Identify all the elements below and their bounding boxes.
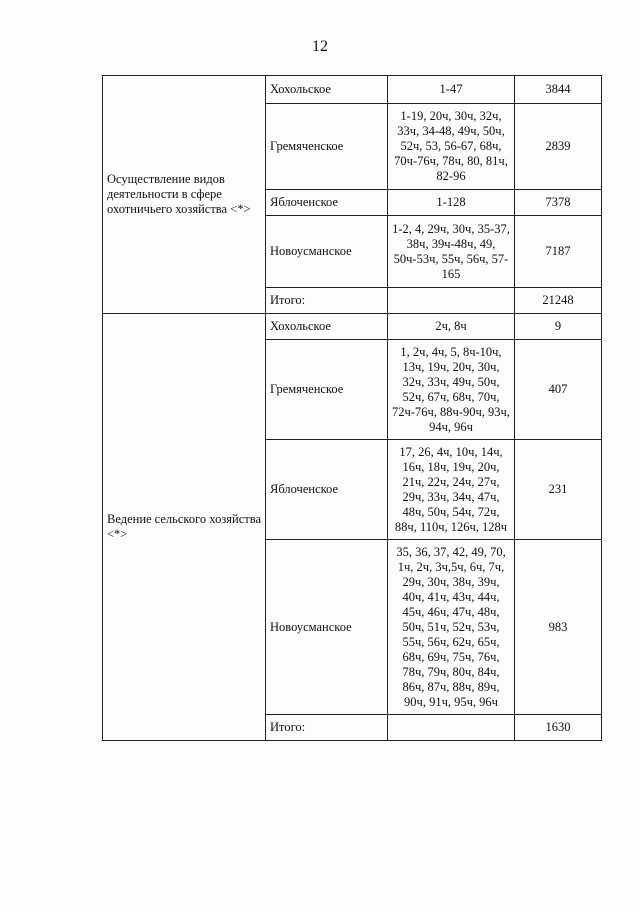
forestry-cell: Гремяченское: [266, 340, 388, 440]
activity-cell: Ведение сельского хозяйства <*>: [103, 314, 266, 741]
blocks-cell: 1-2, 4, 29ч, 30ч, 35-37, 38ч, 39ч-48ч, 49, 50ч-53ч, 55ч, 56ч, 57-165: [388, 216, 515, 288]
area-cell: 2839: [515, 104, 602, 190]
forestry-cell: Гремяченское: [266, 104, 388, 190]
forestry-cell: Новоусманское: [266, 216, 388, 288]
blocks-cell: 35, 36, 37, 42, 49, 70, 1ч, 2ч, 3ч,5ч, 6ч, 7ч, 29ч, 30ч, 38ч, 39ч, 40ч, 41ч, 43ч, 44ч, 45ч, 46ч, 47ч, 48ч, 50ч, 51ч, 52ч, 53ч, 55ч, 56ч, 62ч, 65ч, 68ч, 69ч, 75ч, 76ч, 78ч, 79ч, 80ч, 84ч, 86ч, 87ч, 88ч, 89ч, 90ч, 91ч, 95ч, 96ч: [388, 540, 515, 715]
table-row: [103, 76, 602, 104]
forestry-cell: Хохольское: [266, 76, 388, 104]
total-area: 1630: [515, 715, 602, 741]
table-row: [103, 314, 602, 340]
forestry-cell: Хохольское: [266, 314, 388, 340]
forestry-cell: Новоусманское: [266, 540, 388, 715]
blocks-cell: 1-128: [388, 190, 515, 216]
area-cell: 7378: [515, 190, 602, 216]
blocks-cell: 17, 26, 4ч, 10ч, 14ч, 16ч, 18ч, 19ч, 20ч, 21ч, 22ч, 24ч, 27ч, 29ч, 33ч, 34ч, 47ч, 48ч, 50ч, 54ч, 72ч, 88ч, 110ч, 126ч, 128ч: [388, 440, 515, 540]
area-cell: 7187: [515, 216, 602, 288]
land-use-table: [102, 75, 602, 741]
total-area: 21248: [515, 288, 602, 314]
area-cell: 983: [515, 540, 602, 715]
blocks-cell: 1-19, 20ч, 30ч, 32ч, 33ч, 34-48, 49ч, 50ч, 52ч, 53, 56-67, 68ч, 70ч-76ч, 78ч, 80, 81ч, 82-96: [388, 104, 515, 190]
activity-cell: Осуществление видов деятельности в сфере охотничьего хозяйства <*>: [103, 76, 266, 314]
total-label: Итого:: [266, 715, 388, 741]
forestry-cell: Яблоченское: [266, 190, 388, 216]
blocks-cell: 2ч, 8ч: [388, 314, 515, 340]
blocks-cell: 1-47: [388, 76, 515, 104]
page-number: 12: [312, 38, 328, 55]
blocks-cell: 1, 2ч, 4ч, 5, 8ч-10ч, 13ч, 19ч, 20ч, 30ч, 32ч, 33ч, 49ч, 50ч, 52ч, 67ч, 68ч, 70ч, 72ч-76ч, 88ч-90ч, 93ч, 94ч, 96ч: [388, 340, 515, 440]
total-label: Итого:: [266, 288, 388, 314]
forestry-cell: Яблоченское: [266, 440, 388, 540]
blocks-cell: [388, 288, 515, 314]
area-cell: 231: [515, 440, 602, 540]
area-cell: 407: [515, 340, 602, 440]
blocks-cell: [388, 715, 515, 741]
area-cell: 9: [515, 314, 602, 340]
area-cell: 3844: [515, 76, 602, 104]
